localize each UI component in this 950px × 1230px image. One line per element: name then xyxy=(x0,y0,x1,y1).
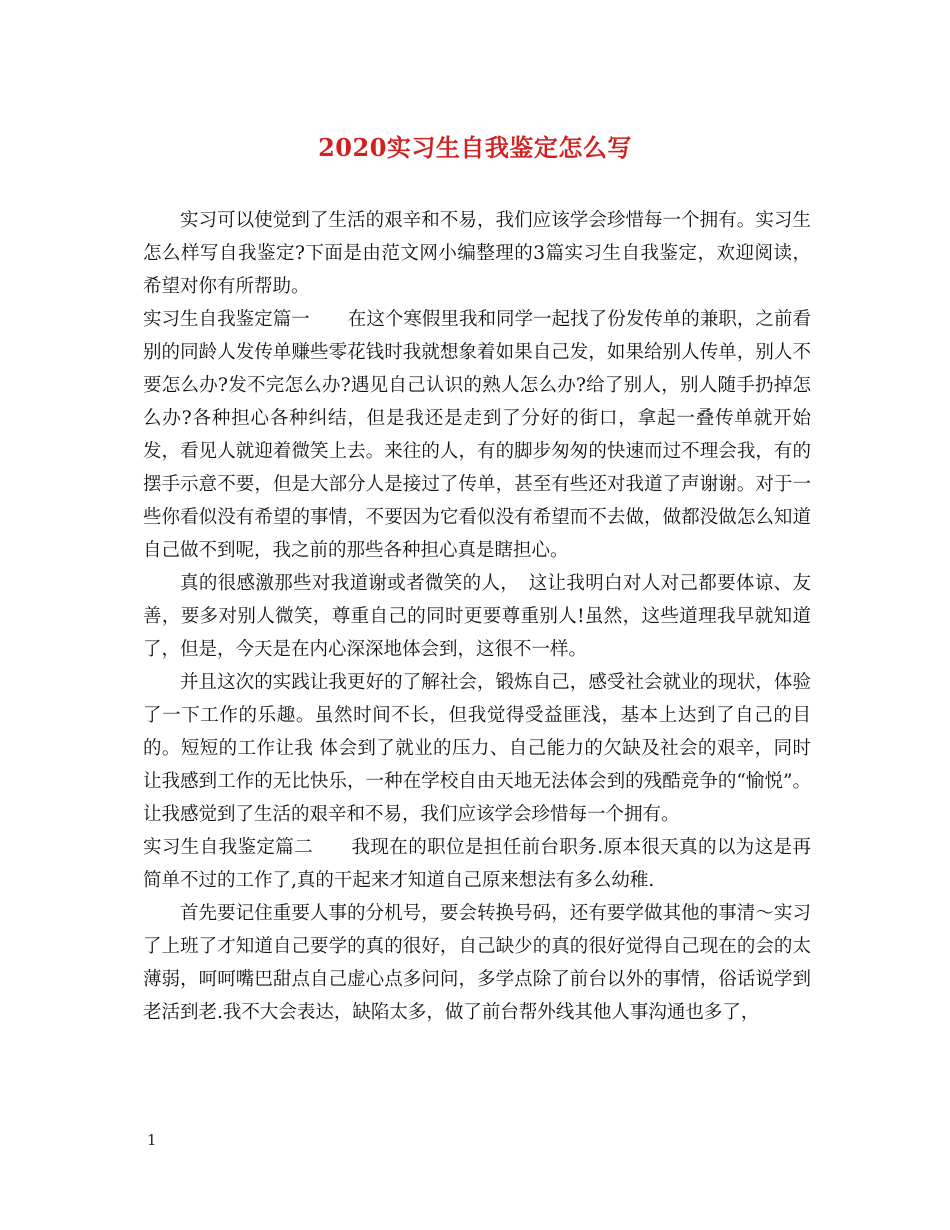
section-1-text: 在这个寒假里我和同学一起找了份发传单的兼职，之前看别的同龄人发传单赚些零花钱时我就想象着如果自己发，如果给别人传单，别人不要怎么办?发不完怎么办?遇见自己认识的熟人怎么办?给了别人，别人随手扔掉怎么办?各种担心各种纠结，但是我还是走到了分好的街口，拿起一叠传单就开始发，看见人就迎着微笑上去。来往的人，有的脚步匆匆的快速而过不理会我，有的摆手示意不要，但是大部分人是接过了传单，甚至有些还对我道了声谢谢。对于一些你看似没有希望的事情，不要因为它看似没有希望而不去做，做都没做怎么知道自己做不到呢，我之前的那些各种担心真是瞎担心。 xyxy=(143,309,811,561)
section-1-paragraph-3: 并且这次的实践让我更好的了解社会，锻炼自己，感受社会就业的现状，体验了一下工作的乐趣。虽然时间不长，但我觉得受益匪浅，基本上达到了自己的目的。短短的工作让我 体会到了就业的压力、自己能力的欠缺及社会的艰辛，同时让我感到工作的无比快乐，一种在学校自由天地无法体会到的残酷竞争的“愉悦”。让我感觉到了生活的艰辛和不易，我们应该学会珍惜每一个拥有。 xyxy=(143,672,811,825)
section-2-paragraph xyxy=(143,831,811,897)
section-2-text: 我现在的职位是担任前台职务.原本很天真的以为这是再简单不过的工作了,真的干起来才知道自己原来想法有多么幼稚. xyxy=(143,837,811,891)
document-title: 2020实习生自我鉴定怎么写 xyxy=(318,133,632,162)
intro-paragraph: 实习可以使觉到了生活的艰辛和不易，我们应该学会珍惜每一个拥有。实习生怎么样写自我鉴定?下面是由范文网小编整理的3篇实习生自我鉴定，欢迎阅读，希望对你有所帮助。 xyxy=(143,210,811,297)
section-1-paragraph-2: 真的很感激那些对我道谢或者微笑的人， 这让我明白对人对己都要体谅、友善，要多对别人微笑，尊重自己的同时更要尊重别人!虽然，这些道理我早就知道了，但是，今天是在内心深深地体会到，这很不一样。 xyxy=(143,573,811,660)
page-number: 1 xyxy=(147,1131,157,1149)
document-body xyxy=(143,204,811,1029)
section-2-paragraph-2: 首先要记住重要人事的分机号，要会转换号码，还有要学做其他的事清～实习了上班了才知道自己要学的真的很好，自己缺少的真的很好觉得自己现在的会的太薄弱，呵呵嘴巴甜点自己虚心点多问问，多学点除了前台以外的事情，俗话说学到老活到老.我不大会表达，缺陷太多，做了前台帮外线其他人事沟通也多了， xyxy=(143,903,811,1023)
section-1-paragraph xyxy=(143,303,811,567)
section-2-heading: 实习生自我鉴定篇二 xyxy=(143,837,314,858)
section-1-heading: 实习生自我鉴定篇一 xyxy=(143,309,310,330)
